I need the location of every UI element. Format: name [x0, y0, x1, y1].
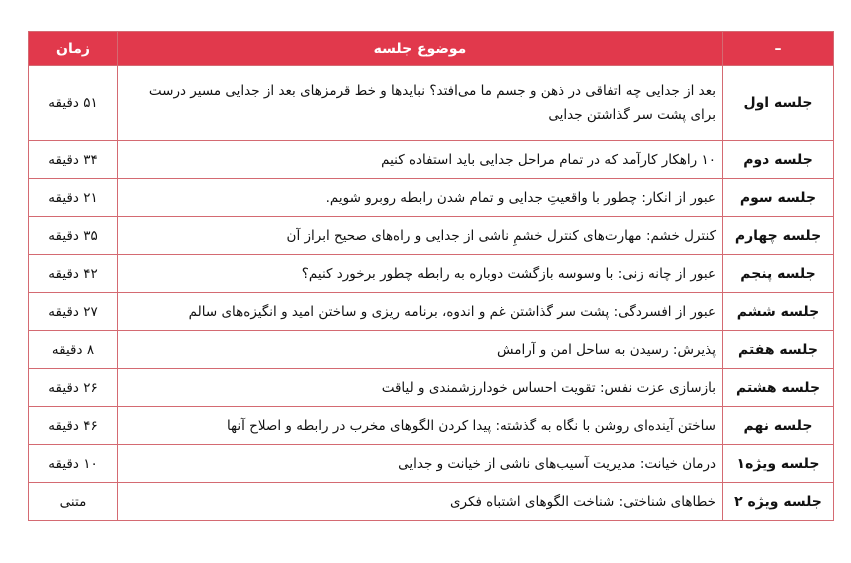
table-row: [29, 331, 834, 369]
session-topic: ۱۰ راهکار کارآمد که در تمام مراحل جدایی باید استفاده کنیم: [118, 141, 723, 179]
session-topic: عبور از افسردگی: پشت سر گذاشتن غم و اندوه، برنامه ریزی و ساختن امید و انگیزه‌های سالم: [118, 293, 723, 331]
table-row: [29, 66, 834, 141]
session-duration: ۲۶ دقیقه: [29, 369, 118, 407]
session-name: جلسه سوم: [723, 179, 834, 217]
session-duration: ۴۶ دقیقه: [29, 407, 118, 445]
session-topic: ساختن آینده‌ای روشن با نگاه به گذشته: پیدا کردن الگوهای مخرب در رابطه و اصلاح آنها: [118, 407, 723, 445]
session-name: جلسه پنجم: [723, 255, 834, 293]
session-name: جلسه ویژه ۲: [723, 483, 834, 521]
session-name: جلسه چهارم: [723, 217, 834, 255]
session-duration: ۲۱ دقیقه: [29, 179, 118, 217]
session-name: جلسه ششم: [723, 293, 834, 331]
session-topic: درمان خیانت: مدیریت آسیب‌های ناشی از خیانت و جدایی: [118, 445, 723, 483]
table-row: [29, 369, 834, 407]
session-duration: ۵۱ دقیقه: [29, 66, 118, 141]
sessions-table: [28, 31, 834, 521]
session-topic: پذیرش: رسیدن به ساحل امن و آرامش: [118, 331, 723, 369]
session-name: جلسه هفتم: [723, 331, 834, 369]
table-row: [29, 141, 834, 179]
header-session: –: [723, 32, 834, 66]
session-name: جلسه ویژه۱: [723, 445, 834, 483]
session-topic: بعد از جدایی چه اتفاقی در ذهن و جسم ما می‌افتد؟ نبایدها و خط قرمزهای بعد از جدایی مسیر درست برای پشت سر گذاشتن جدایی: [118, 66, 723, 141]
session-duration: ۸ دقیقه: [29, 331, 118, 369]
session-duration: متنی: [29, 483, 118, 521]
session-name: جلسه اول: [723, 66, 834, 141]
session-topic: بازسازی عزت نفس: تقویت احساس خودارزشمندی و لیاقت: [118, 369, 723, 407]
table-row: [29, 407, 834, 445]
table-header-row: [29, 32, 834, 66]
table-row: [29, 445, 834, 483]
session-topic: عبور از انکار: چطور با واقعیتِ جدایی و تمام شدن رابطه روبرو شویم.: [118, 179, 723, 217]
header-topic: موضوع جلسه: [118, 32, 723, 66]
session-name: جلسه نهم: [723, 407, 834, 445]
session-topic: عبور از چانه زنی: با وسوسه بازگشت دوباره به رابطه چطور برخورد کنیم؟: [118, 255, 723, 293]
table-row: [29, 217, 834, 255]
table-row: [29, 179, 834, 217]
session-duration: ۲۷ دقیقه: [29, 293, 118, 331]
session-duration: ۱۰ دقیقه: [29, 445, 118, 483]
session-topic: خطاهای شناختی: شناخت الگوهای اشتباه فکری: [118, 483, 723, 521]
session-duration: ۳۵ دقیقه: [29, 217, 118, 255]
table-row: [29, 255, 834, 293]
session-name: جلسه دوم: [723, 141, 834, 179]
session-topic: کنترل خشم: مهارت‌های کنترل خشمِ ناشی از جدایی و راه‌های صحیح ابراز آن: [118, 217, 723, 255]
session-name: جلسه هشتم: [723, 369, 834, 407]
session-duration: ۳۴ دقیقه: [29, 141, 118, 179]
table-row: [29, 293, 834, 331]
header-duration: زمان: [29, 32, 118, 66]
table-row: [29, 483, 834, 521]
session-duration: ۴۲ دقیقه: [29, 255, 118, 293]
